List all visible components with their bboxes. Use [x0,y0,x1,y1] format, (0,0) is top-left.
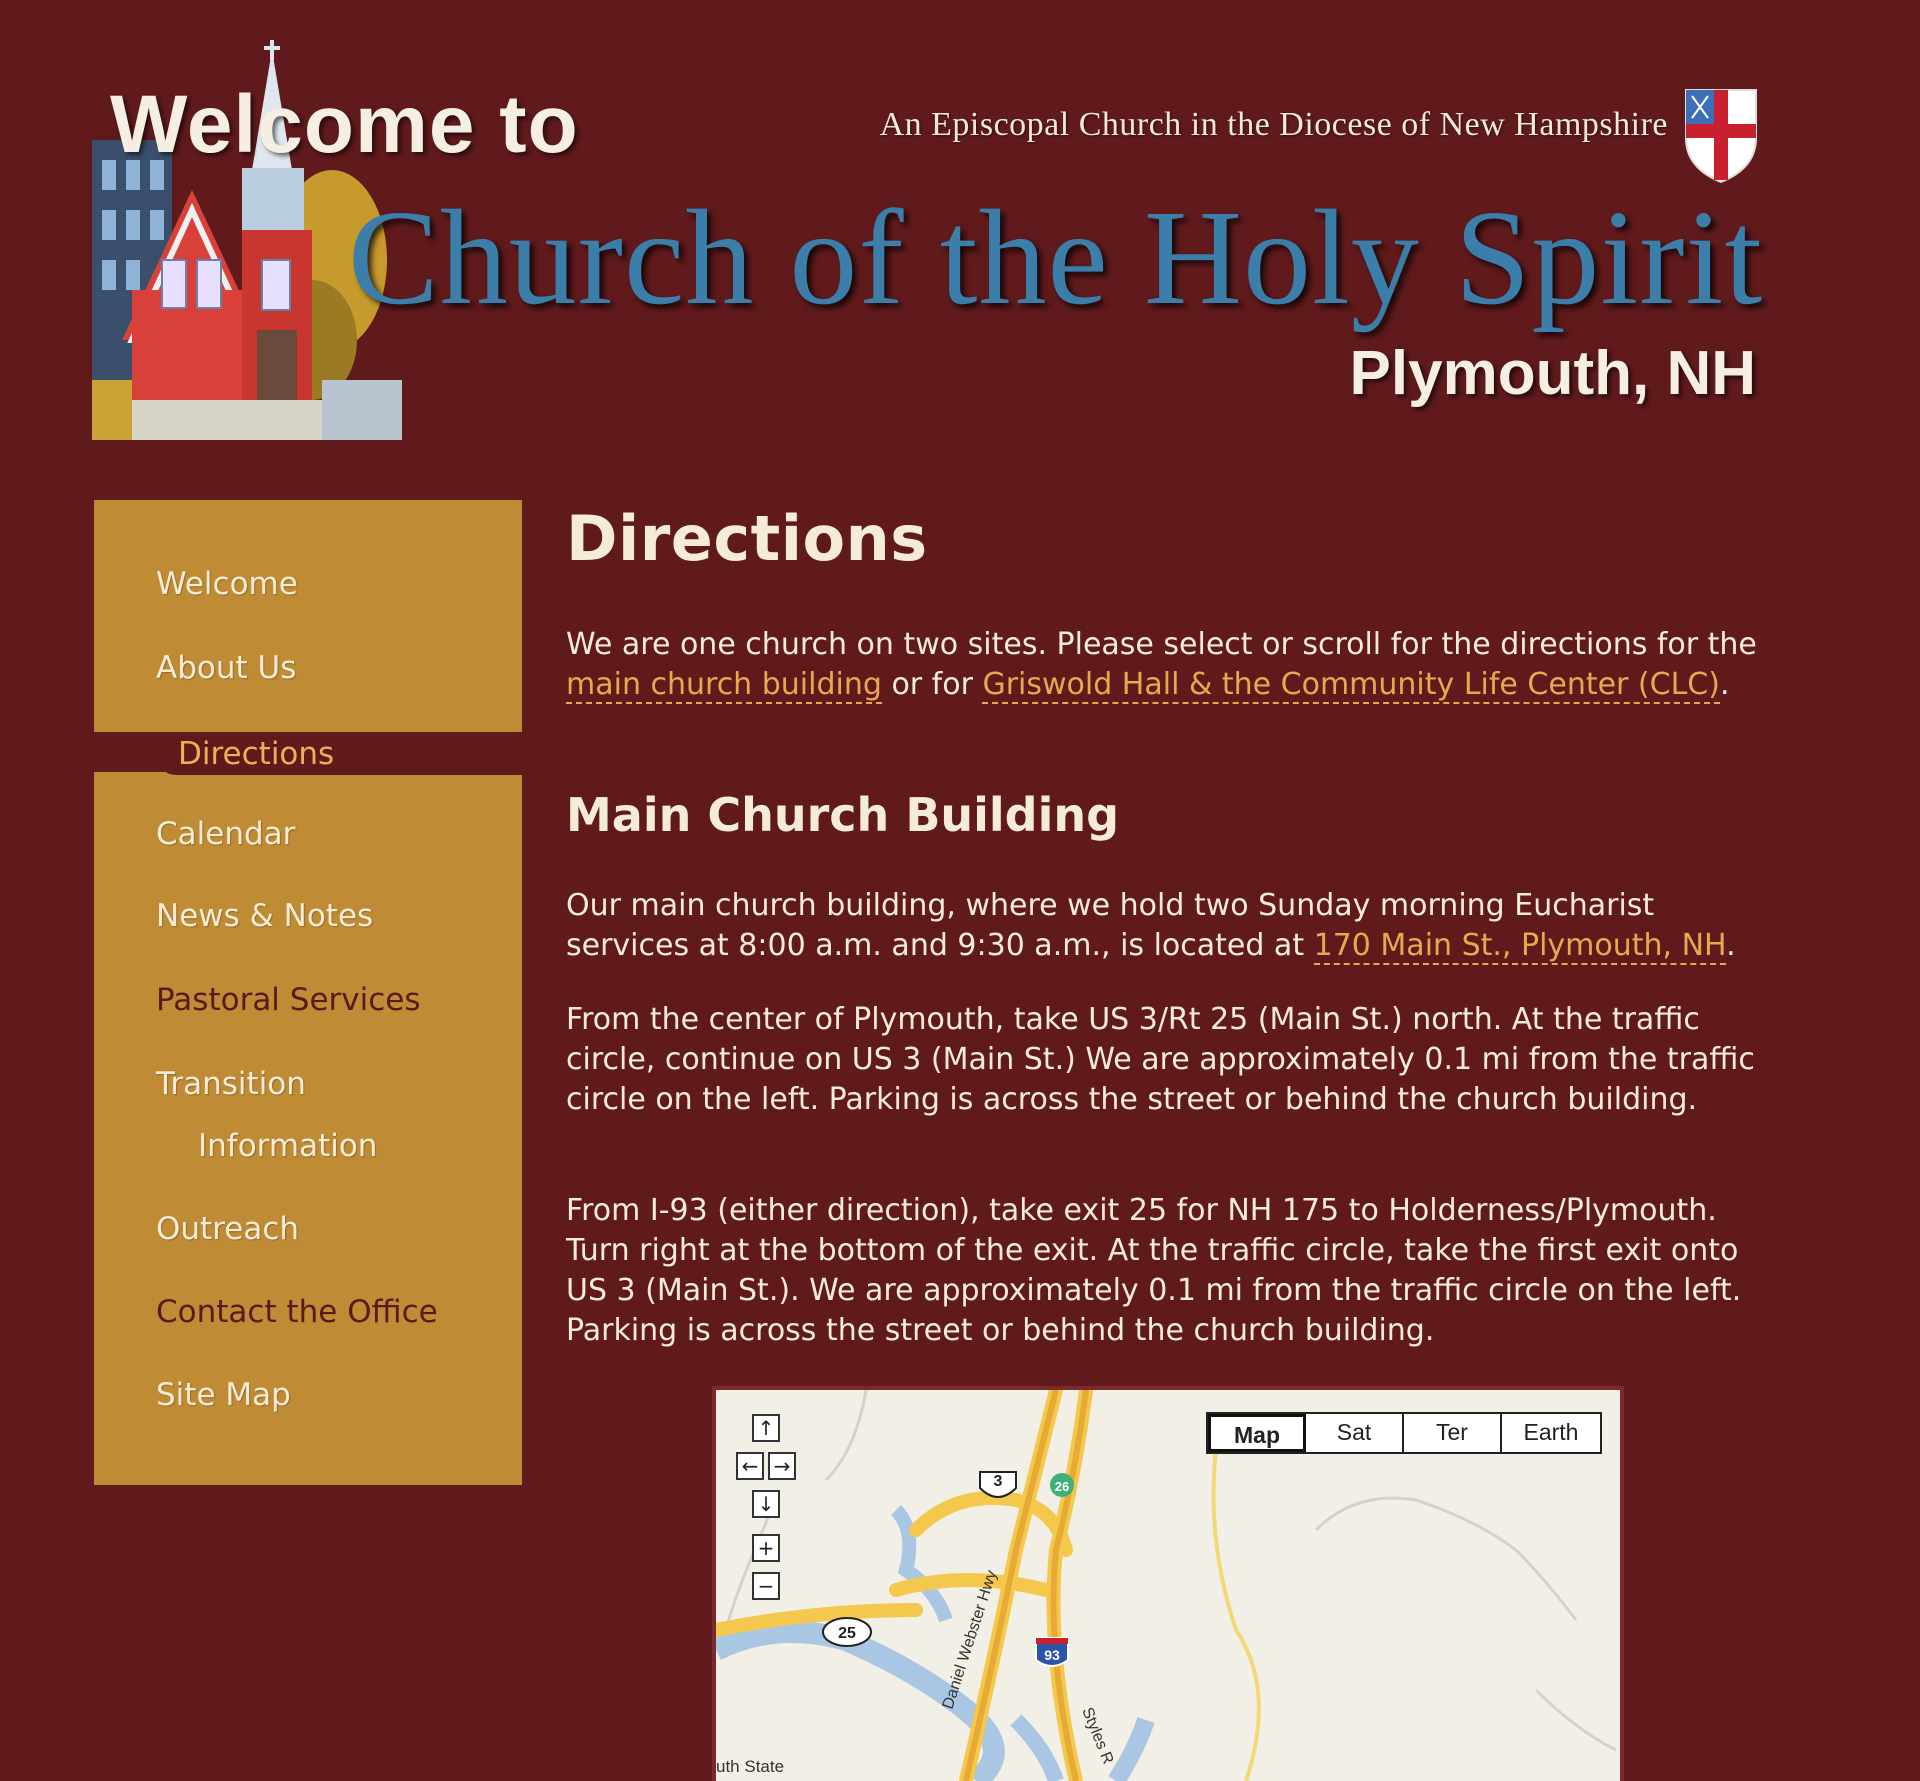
sidebar-item-transition[interactable]: Transition [156,1066,306,1102]
griswold-hall-clc-link[interactable]: Griswold Hall & the Community Life Center (CLC) [982,667,1720,702]
sidebar-item-outreach[interactable]: Outreach [156,1211,300,1247]
pan-down-button[interactable]: ↓ [752,1490,780,1518]
location-paragraph [566,886,1766,966]
location-heading: Plymouth, NH [1349,339,1756,408]
zoom-in-button[interactable]: + [752,1534,780,1562]
route-25-label: 25 [838,1625,856,1642]
episcopal-shield-icon [1684,88,1758,184]
intro-text-middle: or for [881,667,983,702]
zoom-out-button[interactable]: − [752,1572,780,1600]
sidebar-item-site-map[interactable]: Site Map [156,1377,291,1413]
sidebar-item-information[interactable]: Information [198,1128,378,1164]
daniel-webster-hwy-label: Daniel Webster Hwy [939,1568,1001,1712]
map-type-map-button[interactable]: Map [1208,1414,1306,1452]
intro-text-before: We are one church on two sites. Please select or scroll for the directions for the [566,627,1757,662]
pan-left-button[interactable]: ← [736,1452,764,1480]
directions-from-center-paragraph: From the center of Plymouth, take US 3/Rt 25 (Main St.) north. At the traffic circle, continue on US 3 (Main St.) We are approximately 0.1 mi from the traffic circle on the left. Parking is across the street or behind the church building. [566,1002,1755,1117]
church-name-heading: Church of the Holy Spirit [348,183,1764,333]
sidebar-nav [94,500,522,1485]
diocese-tagline: An Episcopal Church in the Diocese of New Hampshire [879,106,1668,143]
location-text-before: Our main church building, where we hold two Sunday morning Eucharist services at 8:00 a.m. and 9:30 a.m., is located at [566,888,1655,963]
pan-right-button[interactable]: → [768,1452,796,1480]
place-label: uth State [716,1757,785,1776]
styles-road-label: Styles R [1078,1705,1117,1767]
sidebar-item-directions[interactable]: Directions [156,734,522,775]
section-title-main-church: Main Church Building [566,788,1120,842]
sidebar-item-pastoral-services[interactable]: Pastoral Services [156,982,421,1018]
sidebar-item-about-us[interactable]: About Us [156,650,297,686]
site-header [0,0,1920,470]
i93-label: 93 [1044,1647,1060,1663]
pan-up-button[interactable]: ↑ [752,1414,780,1442]
directions-from-i93-paragraph: From I-93 (either direction), take exit 25 for NH 175 to Holderness/Plymouth. Turn right at the bottom of the exit. At the traffic circle, take the first exit onto US 3 (Main St.). We are approximately 0.1 mi from the traffic circle on the left. Parking is across the street or behind the church building. [566,1193,1742,1348]
google-map[interactable] [712,1386,1624,1781]
page-title: Directions [566,502,928,575]
map-type-earth-button[interactable]: Earth [1523,1419,1579,1445]
map-type-sat-button[interactable]: Sat [1306,1414,1404,1452]
welcome-heading: Welcome to [110,79,579,170]
sidebar-item-contact-office[interactable]: Contact the Office [156,1294,438,1330]
address-link[interactable]: 170 Main St., Plymouth, NH [1313,928,1727,963]
location-text-after: . [1726,928,1736,963]
map-type-selector [1206,1412,1602,1454]
route-3-label: 3 [993,1473,1003,1490]
map-type-ter-button[interactable]: Ter [1404,1414,1502,1452]
main-church-building-link[interactable]: main church building [566,667,882,702]
sidebar-item-news-notes[interactable]: News & Notes [156,898,374,934]
intro-text-after: . [1719,667,1730,702]
route-26-label: 26 [1054,1479,1070,1494]
sidebar-item-welcome[interactable]: Welcome [156,566,298,602]
intro-paragraph [566,625,1766,705]
sidebar-item-calendar[interactable]: Calendar [156,816,296,852]
